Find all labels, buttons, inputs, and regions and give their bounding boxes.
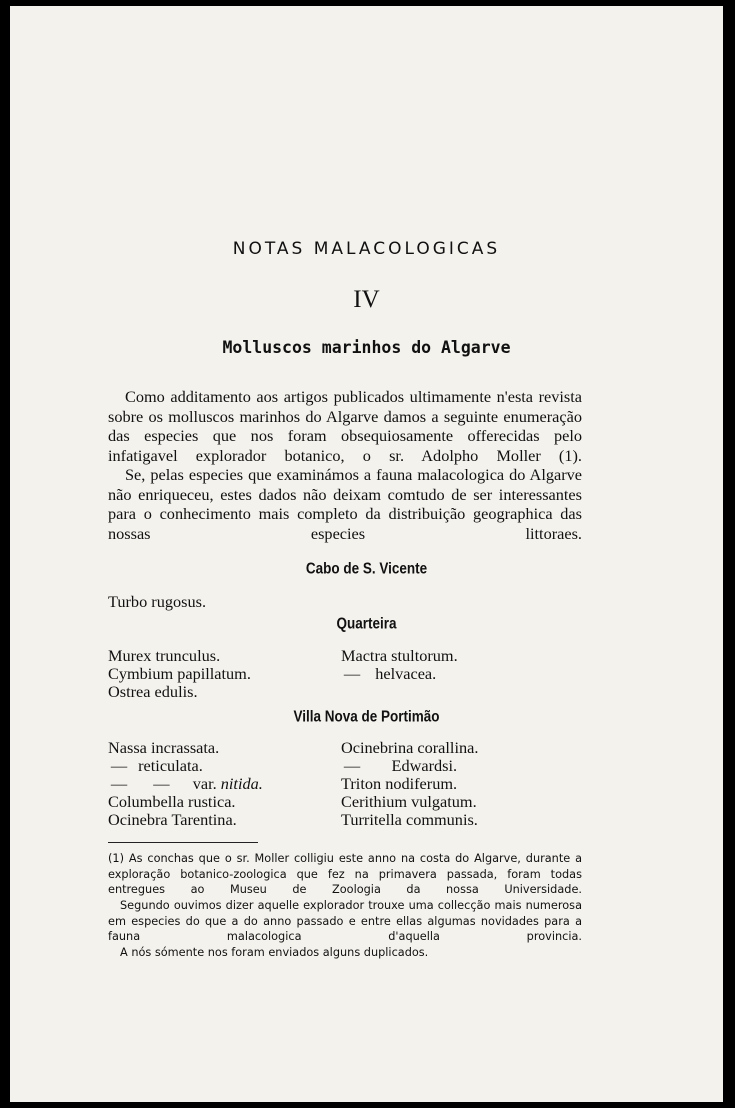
species-item: Turritella communis.: [341, 810, 478, 829]
ditto-dash: —: [153, 774, 170, 793]
species-name: helvacea.: [375, 664, 437, 683]
variety-label: var.: [192, 774, 217, 793]
part-number: IV: [353, 286, 380, 313]
species-item: [108, 775, 263, 794]
variety-name: nitida.: [220, 774, 263, 793]
footnote-3: A nós sómente nos foram enviados alguns duplicados.: [120, 946, 429, 959]
series-title: NOTAS MALACOLOGICAS: [232, 239, 501, 259]
species-item: Murex trunculus.: [108, 646, 221, 665]
species-item: [108, 757, 203, 776]
intro-paragraph-1-text: Como additamento aos artigos publicados ultimamente n'esta revista sobre os molluscos marinhos do Algarve damos a seguinte enumeração das especies que nos foram obsequiosamente offerecidas pelo infatigavel explorador botanico, o sr. Adolpho Moller (1).: [108, 387, 582, 465]
ditto-dash: —: [343, 664, 361, 683]
ditto-dash: —: [110, 756, 128, 775]
species-item: Turbo rugosus.: [108, 592, 207, 611]
species-item: Mactra stultorum.: [341, 646, 458, 665]
section-heading-cabo: Cabo de S. Vicente: [305, 559, 428, 578]
article-subtitle: Molluscos marinhos do Algarve: [222, 338, 511, 357]
intro-paragraph-2-text: Se, pelas especies que examinámos a fauna malacologica do Algarve não enriqueceu, estes dados não deixam comtudo de ser interessantes para o conhecimento mais completo da distribuição geographica das nossas especies littoraes.: [108, 465, 582, 543]
species-item: Cerithium vulgatum.: [341, 792, 477, 811]
footnote-2-text: Segundo ouvimos dizer aquelle explorador trouxe uma collecção mais numerosa em especies do que a do anno passado e entre ellas algumas novidades para a fauna malacologica d'aquella provincia.: [108, 899, 582, 943]
intro-paragraph-2: [108, 465, 582, 543]
species-item: Columbella rustica.: [108, 792, 236, 811]
species-item: Nassa incrassata.: [108, 738, 220, 757]
species-item: Ocinebrina corallina.: [341, 738, 479, 757]
species-item: Ostrea edulis.: [108, 682, 198, 701]
ditto-dash: —: [343, 756, 361, 775]
section-heading-quarteira: Quarteira: [336, 614, 397, 633]
species-name: reticulata.: [138, 756, 203, 775]
footnote-1: (1) As conchas que o sr. Moller colligiu este anno na costa do Algarve, durante a exploração botanico-zoologica que fez na primavera passada, foram todas entregues ao Museu de Zoologia da nossa Universidade.: [108, 852, 582, 896]
species-item: Ocinebra Tarentina.: [108, 810, 237, 829]
document-page: [10, 6, 723, 1102]
species-item: [341, 757, 457, 776]
footnote-2: [108, 898, 582, 945]
species-item: Triton nodiferum.: [341, 774, 458, 793]
species-item: [341, 665, 436, 684]
species-name: Edwardsi.: [391, 756, 458, 775]
intro-paragraph-1: [108, 387, 582, 465]
species-item: Cymbium papillatum.: [108, 664, 251, 683]
ditto-dash: —: [110, 774, 128, 793]
section-heading-portimao: Villa Nova de Portimão: [293, 707, 440, 726]
footnote-rule: [108, 842, 258, 843]
